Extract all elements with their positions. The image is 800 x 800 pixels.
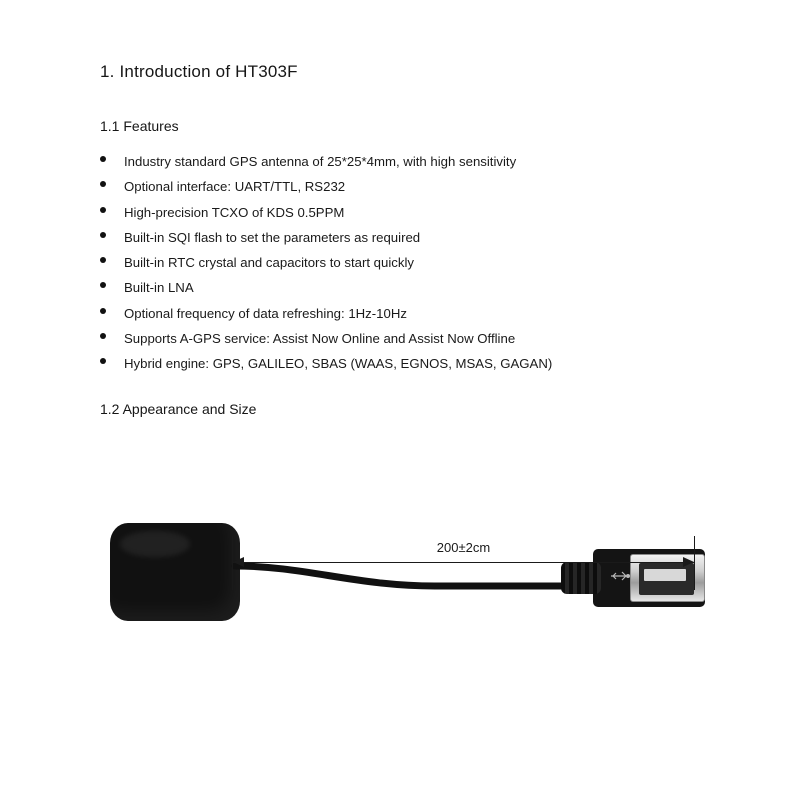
feature-text: Supports A-GPS service: Assist Now Online and Assist Now Offline — [124, 331, 516, 347]
dimension-line — [232, 562, 695, 563]
feature-text: Built-in RTC crystal and capacitors to start quickly — [124, 255, 414, 271]
bullet-icon — [100, 203, 124, 213]
list-item — [100, 253, 720, 278]
feature-text: High-precision TCXO of KDS 0.5PPM — [124, 204, 345, 220]
bullet-icon — [100, 329, 124, 339]
list-item — [100, 228, 720, 253]
bullet-icon — [100, 152, 124, 162]
feature-text: Hybrid engine: GPS, GALILEO, SBAS (WAAS, EGNOS, MSAS, GAGAN) — [124, 356, 553, 372]
dimension-annotation — [232, 536, 695, 606]
feature-text: Built-in SQI flash to set the parameters as required — [124, 229, 421, 245]
subsection-features-heading: 1.1 Features — [100, 118, 179, 134]
list-item — [100, 329, 720, 354]
subsection-appearance-heading: 1.2 Appearance and Size — [100, 401, 257, 417]
dimension-arrow-right-icon — [683, 557, 694, 567]
feature-text: Optional interface: UART/TTL, RS232 — [124, 179, 346, 195]
product-figure — [95, 500, 715, 680]
list-item — [100, 354, 720, 379]
list-item — [100, 177, 720, 202]
list-item — [100, 203, 720, 228]
list-item — [100, 278, 720, 303]
dimension-label: 200±2cm — [419, 540, 509, 555]
feature-text: Optional frequency of data refreshing: 1Hz-10Hz — [124, 305, 407, 321]
list-item — [100, 304, 720, 329]
features-list — [100, 152, 720, 380]
feature-text: Built-in LNA — [124, 280, 194, 296]
dimension-arrow-left-icon — [233, 557, 244, 567]
bullet-icon — [100, 354, 124, 364]
gps-antenna-body — [110, 523, 240, 621]
feature-text: Industry standard GPS antenna of 25*25*4mm, with high sensitivity — [124, 154, 517, 169]
bullet-icon — [100, 228, 124, 238]
bullet-icon — [100, 177, 124, 187]
page-title: 1. Introduction of HT303F — [100, 62, 298, 81]
list-item — [100, 152, 720, 177]
dimension-tick-right — [694, 536, 695, 590]
bullet-icon — [100, 253, 124, 263]
bullet-icon — [100, 278, 124, 288]
bullet-icon — [100, 304, 124, 314]
